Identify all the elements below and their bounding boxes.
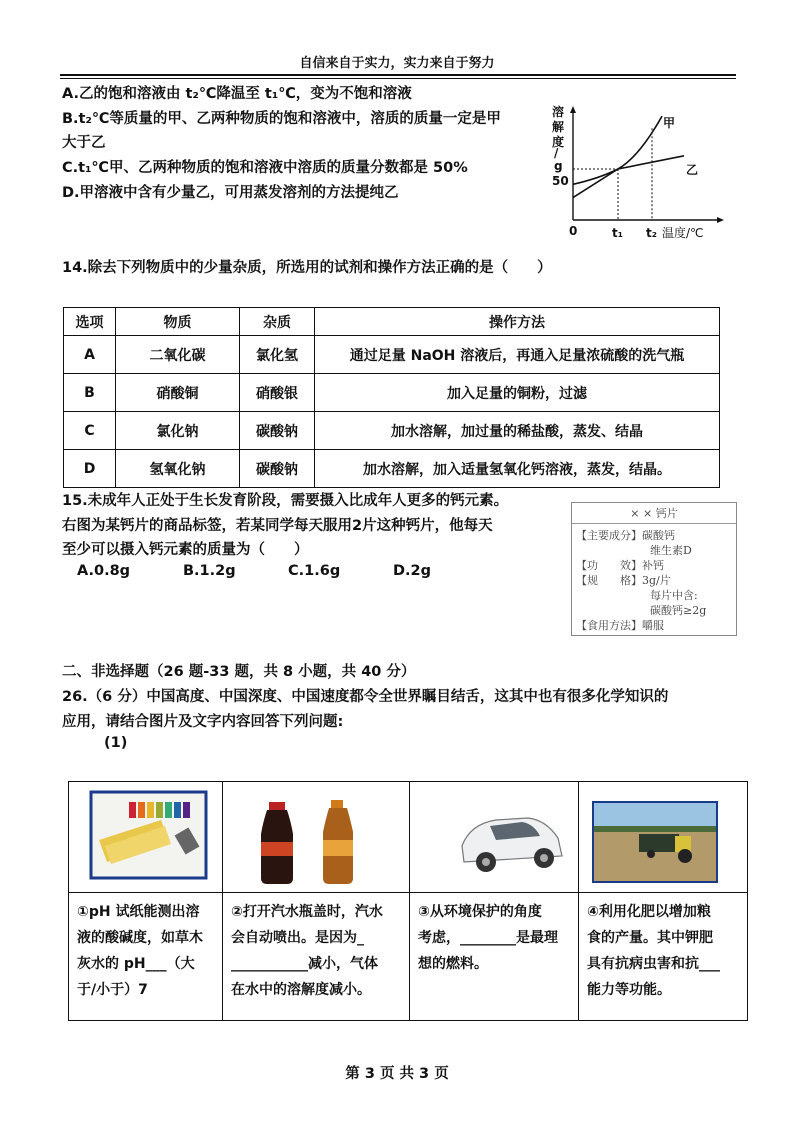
q26-line-2: 应用，请结合图片及文字内容回答下列问题: — [62, 714, 344, 730]
table-header-cell: 选项 — [64, 308, 116, 336]
tractor-field-image — [579, 782, 747, 892]
q13-option-b-cont: 大于乙 — [62, 135, 106, 151]
table-cell: 加入足量的铜粉，过滤 — [315, 374, 720, 412]
label-vitamin: 维生素D — [650, 544, 692, 557]
calcium-tablet-label — [571, 502, 737, 636]
table-cell: 加水溶解，加入适量氢氧化钙溶液，蒸发，结晶。 — [315, 450, 720, 488]
q15-option-a: A.0.8g — [77, 563, 131, 579]
caption-cell — [579, 893, 748, 1021]
caption-line: ①pH 试纸能测出溶 — [77, 904, 200, 920]
table-cell: A — [64, 336, 116, 374]
label-ingredients: 【主要成分】碳酸钙 — [576, 529, 675, 542]
q13-option-c: C.t₁℃甲、乙两种物质的饱和溶液中溶质的质量分数都是 50% — [62, 160, 468, 176]
q26-line-1: 26.（6 分）中国高度、中国深度、中国速度都令全世界瞩目结舌，这其中也有很多化学知识的 — [62, 689, 669, 705]
q13-option-d: D.甲溶液中含有少量乙，可用蒸发溶剂的方法提纯乙 — [62, 185, 399, 201]
table-row — [64, 336, 720, 374]
table-row — [64, 450, 720, 488]
y-axis-label-char: 溶 — [552, 105, 565, 119]
ph-paper-image — [69, 782, 222, 892]
page-footer: 第 3 页 共 3 页 — [345, 1066, 449, 1082]
label-spec: 【规 格】3g/片 — [576, 574, 671, 587]
table-header-cell: 物质 — [116, 308, 240, 336]
picture-cell — [223, 782, 410, 893]
q13-option-a: A.乙的饱和溶液由 t₂℃降温至 t₁℃，变为不饱和溶液 — [62, 86, 412, 102]
caption-cell — [410, 893, 579, 1021]
table-header-row — [64, 308, 720, 336]
label-effect: 【功 效】补钙 — [576, 559, 664, 572]
picture-cell — [69, 782, 223, 893]
q13-option-b: B.t₂℃等质量的甲、乙两种物质的饱和溶液中，溶质的质量一定是甲 — [62, 111, 501, 127]
caption-line: 在水中的溶解度减小。 — [231, 982, 371, 998]
q26-picture-table — [68, 781, 748, 1021]
x-tick-t1: t₁ — [612, 226, 623, 240]
caption-line: ④利用化肥以增加粮 — [587, 904, 711, 920]
caption-line: 液的酸碱度，如草木 — [77, 930, 203, 946]
table-header-cell: 操作方法 — [315, 308, 720, 336]
y-axis-arrow — [570, 106, 576, 113]
series-label-yi: 乙 — [686, 163, 699, 177]
section-heading: 二、非选择题（26 题-33 题，共 8 小题，共 40 分） — [62, 664, 416, 680]
table-cell: B — [64, 374, 116, 412]
label-title: × × 钙片 — [630, 507, 678, 520]
table-cell: D — [64, 450, 116, 488]
table-cell: 氯化氢 — [240, 336, 315, 374]
caption-line: 具有抗病虫害和抗___ — [587, 956, 720, 972]
table-cell: 二氧化碳 — [116, 336, 240, 374]
x-tick-t2: t₂ — [646, 226, 657, 240]
q14-stem: 14.除去下列物质中的少量杂质，所选用的试剂和操作方法正确的是（ ） — [62, 260, 552, 276]
table-cell: 硝酸银 — [240, 374, 315, 412]
picture-cell — [410, 782, 579, 893]
y-axis-label-char: 度 — [552, 135, 565, 149]
caption-row — [69, 893, 748, 1021]
table-cell: 氢氧化钠 — [116, 450, 240, 488]
table-cell: 加水溶解，加过量的稀盐酸，蒸发、结晶 — [315, 412, 720, 450]
car-image — [410, 782, 578, 892]
table-cell: 通过足量 NaOH 溶液后，再通入足量浓硫酸的洗气瓶 — [315, 336, 720, 374]
y-tick-50: 50 — [552, 174, 569, 188]
label-usage: 【食用方法】嚼服 — [576, 619, 664, 632]
table-cell: 硝酸铜 — [116, 374, 240, 412]
table-cell: 碳酸钠 — [240, 412, 315, 450]
x-axis-label: 温度/℃ — [662, 226, 704, 240]
table-cell: C — [64, 412, 116, 450]
soda-bottles-image — [223, 782, 409, 892]
caption-line: 会自动喷出。是因为_ — [231, 930, 364, 946]
caption-line: 考虑，________是最理 — [418, 930, 558, 946]
page-header: 自信来自于实力，实力来自于努力 — [299, 56, 495, 71]
q15-line-3: 至少可以摄入钙元素的质量为（ ） — [62, 542, 309, 558]
caption-cell — [69, 893, 223, 1021]
label-per-tablet: 每片中含: — [650, 589, 698, 602]
y-axis-label-char: 解 — [552, 120, 565, 134]
x-axis-arrow — [717, 217, 724, 223]
caption-line: ③从环境保护的角度 — [418, 904, 542, 920]
table-header-cell: 杂质 — [240, 308, 315, 336]
label-carbonate: 碳酸钙≥2g — [650, 604, 707, 617]
caption-line: 想的燃料。 — [418, 956, 488, 972]
caption-line: 灰水的 pH___（大 — [77, 956, 195, 972]
origin-label: 0 — [569, 224, 578, 238]
y-axis-label-char: / — [554, 146, 559, 160]
table-cell: 氯化钠 — [116, 412, 240, 450]
caption-line: 能力等功能。 — [587, 982, 671, 998]
table-row — [64, 412, 720, 450]
q15-option-d: D.2g — [393, 563, 432, 579]
q15-line-2: 右图为某钙片的商品标签，若某同学每天服用2片这种钙片，他每天 — [62, 518, 493, 534]
series-label-jia: 甲 — [663, 116, 676, 130]
caption-line: 于/小于）7 — [77, 982, 148, 998]
q15-option-b: B.1.2g — [183, 563, 236, 579]
caption-cell — [223, 893, 410, 1021]
picture-cell — [579, 782, 748, 893]
solubility-chart — [540, 98, 740, 246]
y-axis-label-char: g — [554, 159, 563, 173]
q15-option-c: C.1.6g — [288, 563, 341, 579]
picture-row — [69, 782, 748, 893]
header-rule — [60, 74, 736, 76]
header-rule-thin — [60, 78, 736, 79]
q14-table — [63, 307, 720, 488]
q26-subpart: (1) — [104, 735, 128, 751]
table-row — [64, 374, 720, 412]
caption-line: ②打开汽水瓶盖时，汽水 — [231, 904, 383, 920]
caption-line: ___________减小，气体 — [231, 956, 378, 972]
label-divider — [572, 523, 736, 524]
caption-line: 食的产量。其中钾肥 — [587, 930, 713, 946]
q15-line-1: 15.未成年人正处于生长发育阶段，需要摄入比成年人更多的钙元素。 — [62, 493, 509, 509]
table-cell: 碳酸钠 — [240, 450, 315, 488]
